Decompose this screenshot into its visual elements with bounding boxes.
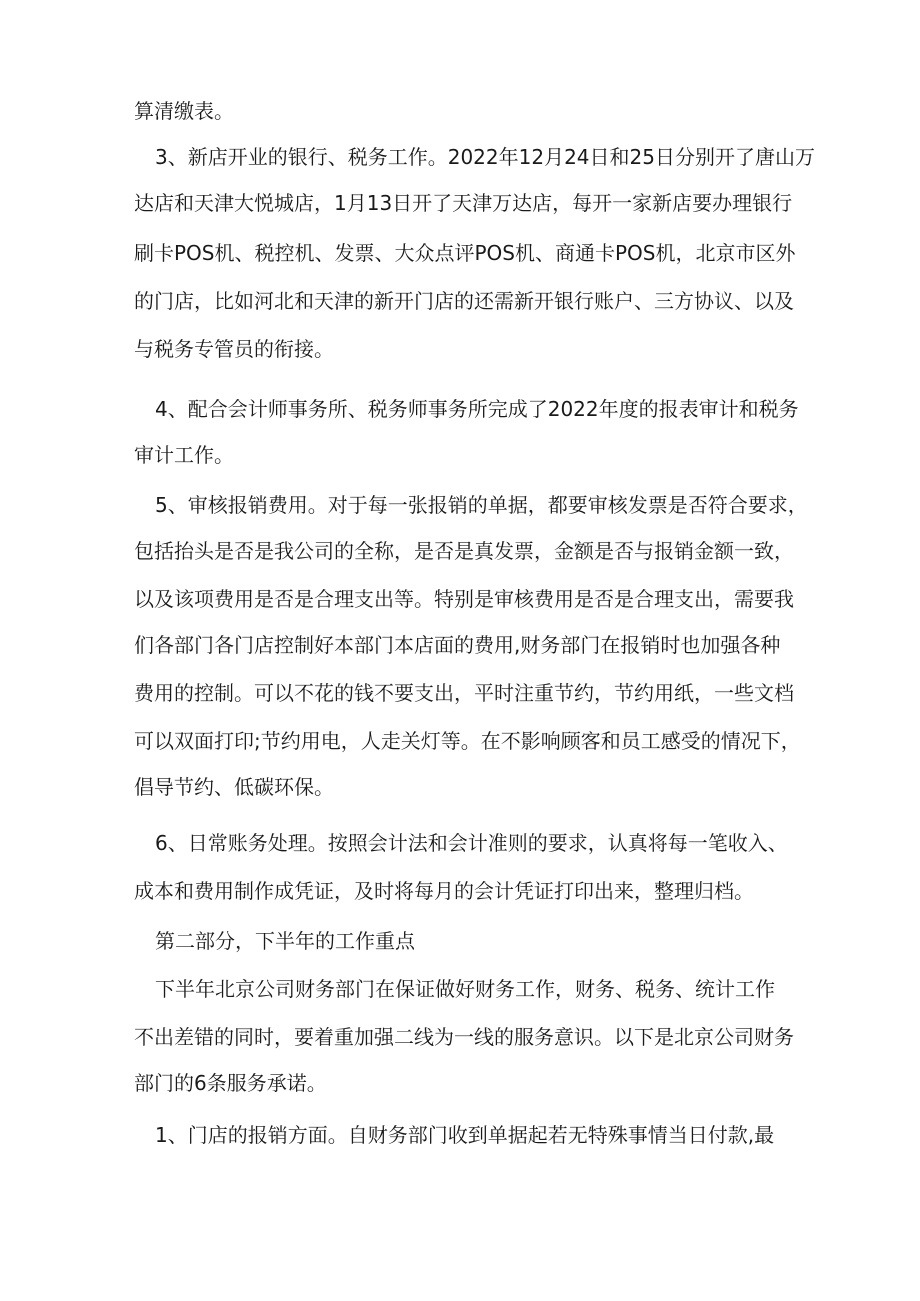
- text-line-4: 刷卡POS机、税控机、发票、大众点评POS机、商通卡POS机，北京市区外: [134, 241, 796, 265]
- text-line-2: 3、新店开业的银行、税务工作。2022年12月24日和25日分别开了唐山万: [155, 145, 815, 169]
- text-line-21: 部门的6条服务承诺。: [134, 1071, 327, 1095]
- text-line-3: 达店和天津大悦城店，1月13日开了天津万达店，每开一家新店要办理银行: [134, 191, 793, 215]
- text-line-11: 以及该项费用是否是合理支出等。特别是审核费用是否是合理支出，需要我: [134, 587, 794, 611]
- text-line-19: 下半年北京公司财务部门在保证做好财务工作，财务、税务、统计工作: [155, 977, 775, 1001]
- text-line-22: 1、门店的报销方面。自财务部门收到单据起若无特殊事情当日付款,最: [155, 1123, 775, 1147]
- text-line-14: 可以双面打印;节约用电，人走关灯等。在不影响顾客和员工感受的情况下，: [134, 729, 801, 753]
- text-line-9: 5、审核报销费用。对于每一张报销的单据，都要审核发票是否符合要求，: [155, 493, 808, 517]
- text-line-6: 与税务专管员的衔接。: [134, 337, 334, 361]
- text-line-10: 包括抬头是否是我公司的全称，是否是真发票，金额是否与报销金额一致，: [134, 539, 794, 563]
- text-line-16: 6、日常账务处理。按照会计法和会计准则的要求，认真将每一笔收入、: [155, 831, 788, 855]
- text-line-15: 倡导节约、低碳环保。: [134, 775, 334, 799]
- text-line-7: 4、配合会计师事务所、税务师事务所完成了2022年度的报表审计和税务: [155, 397, 799, 421]
- text-line-1: 算清缴表。: [134, 99, 234, 123]
- text-line-20: 不出差错的同时，要着重加强二线为一线的服务意识。以下是北京公司财务: [134, 1025, 794, 1049]
- text-line-17: 成本和费用制作成凭证，及时将每月的会计凭证打印出来，整理归档。: [134, 879, 754, 903]
- text-line-13: 费用的控制。可以不花的钱不要支出，平时注重节约，节约用纸，一些文档: [134, 681, 794, 705]
- text-line-12: 们各部门各门店控制好本部门本店面的费用,财务部门在报销时也加强各种: [134, 633, 781, 657]
- text-line-8: 审计工作。: [134, 443, 234, 467]
- section-heading: 第二部分，下半年的工作重点: [155, 929, 415, 953]
- text-line-5: 的门店，比如河北和天津的新开门店的还需新开银行账户、三方协议、以及: [134, 289, 794, 313]
